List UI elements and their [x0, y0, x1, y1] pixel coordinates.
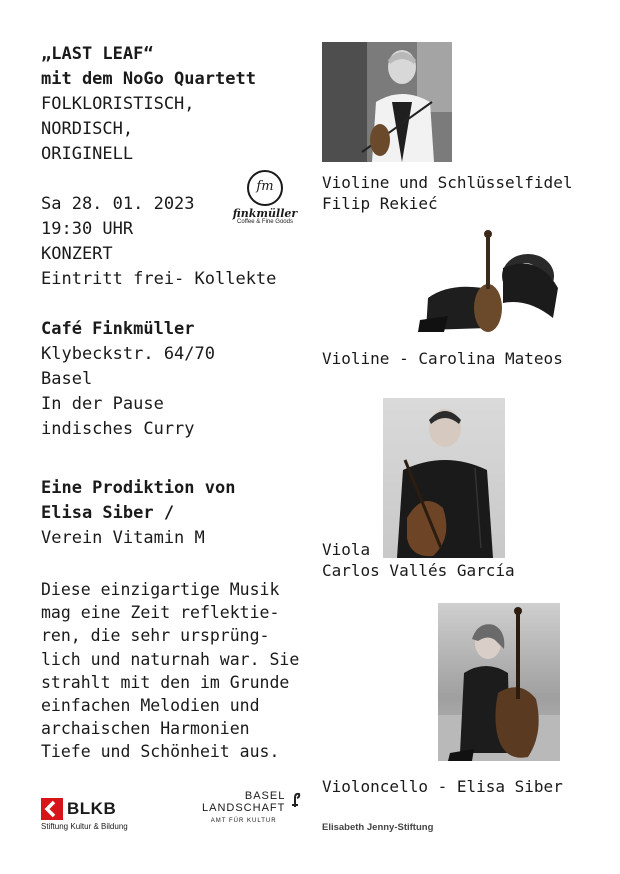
jenny-stiftung-logo: Elisabeth Jenny-Stiftung	[322, 822, 434, 833]
event-time: 19:30 UHR	[41, 219, 134, 239]
description-line: Diese einzigartige Musik	[41, 580, 280, 599]
amt-fuer-kultur-line: AMT FÜR KULTUR	[210, 818, 277, 824]
venue-name: Café Finkmüller	[41, 319, 195, 339]
description-line: lich und naturnah war. Sie	[41, 649, 300, 669]
description-block	[41, 578, 299, 764]
event-admission: Eintritt frei- Kollekte	[41, 269, 277, 289]
venue-line: Basel	[41, 369, 93, 389]
musician-name: Filip Rekieć	[322, 194, 438, 213]
venue-line: Klybeckstr. 64/70	[41, 344, 215, 364]
venue-line: In der Pause	[41, 394, 164, 414]
production-block	[41, 476, 235, 551]
photo-violinist-2	[408, 228, 563, 336]
caption-musician-1	[322, 172, 572, 214]
photo-cellist	[438, 603, 560, 761]
style-line: FOLKLORISTISCH,	[41, 94, 195, 114]
finkmueller-name: finkmüller	[232, 207, 298, 220]
photo-viola-player	[383, 398, 505, 558]
event-title: „LAST LEAF“	[41, 44, 154, 64]
venue-block	[41, 317, 215, 442]
finkmueller-tagline: Coffee & Fine Goods	[237, 219, 293, 225]
style-line: NORDISCH,	[41, 119, 134, 139]
caption-musician-2	[322, 348, 563, 369]
production-line: Elisa Siber /	[41, 503, 175, 523]
musician-line: Violoncello - Elisa Siber	[322, 777, 563, 796]
event-subtitle: mit dem NoGo Quartett	[41, 69, 256, 89]
musician-role: Violine und Schlüsselfidel	[322, 173, 573, 192]
photo-violinist-1	[322, 42, 452, 162]
event-type: KONZERT	[41, 244, 113, 264]
production-line: Eine Prodiktion von	[41, 478, 236, 498]
blkb-logo	[41, 798, 128, 831]
event-title-block	[41, 42, 256, 167]
venue-line: indisches Curry	[41, 419, 195, 439]
description-line: strahlt mit den im Grunde	[41, 672, 290, 692]
musician-line: Violine - Carolina Mateos	[322, 349, 563, 368]
description-line: archaischen Harmonien	[41, 719, 250, 739]
finkmueller-monogram-icon: fm	[247, 170, 283, 206]
musician-role: Viola	[322, 540, 371, 559]
landschaft-line: LANDSCHAFT	[202, 802, 286, 814]
description-line: einfachen Melodien und	[41, 696, 260, 716]
caption-musician-3	[322, 539, 515, 581]
description-line: mag eine Zeit reflektie-	[41, 603, 280, 623]
blkb-mark-icon	[41, 798, 63, 820]
basel-landschaft-logo	[202, 790, 285, 824]
finkmueller-logo	[230, 170, 300, 234]
event-date: Sa 28. 01. 2023	[41, 194, 195, 214]
blkb-wordmark: BLKB	[67, 799, 117, 818]
bishop-staff-icon	[289, 792, 301, 808]
basel-line: BASEL	[244, 790, 286, 802]
style-line: ORIGINELL	[41, 144, 134, 164]
blkb-subtitle: Stiftung Kultur & Bildung	[41, 822, 128, 831]
caption-musician-4	[322, 776, 563, 797]
musician-name: Carlos Vallés García	[322, 561, 515, 580]
production-org: Verein Vitamin M	[41, 528, 205, 548]
description-line: ren, die sehr ursprüng-	[41, 626, 270, 646]
description-line: Tiefe und Schönheit aus.	[41, 742, 280, 762]
